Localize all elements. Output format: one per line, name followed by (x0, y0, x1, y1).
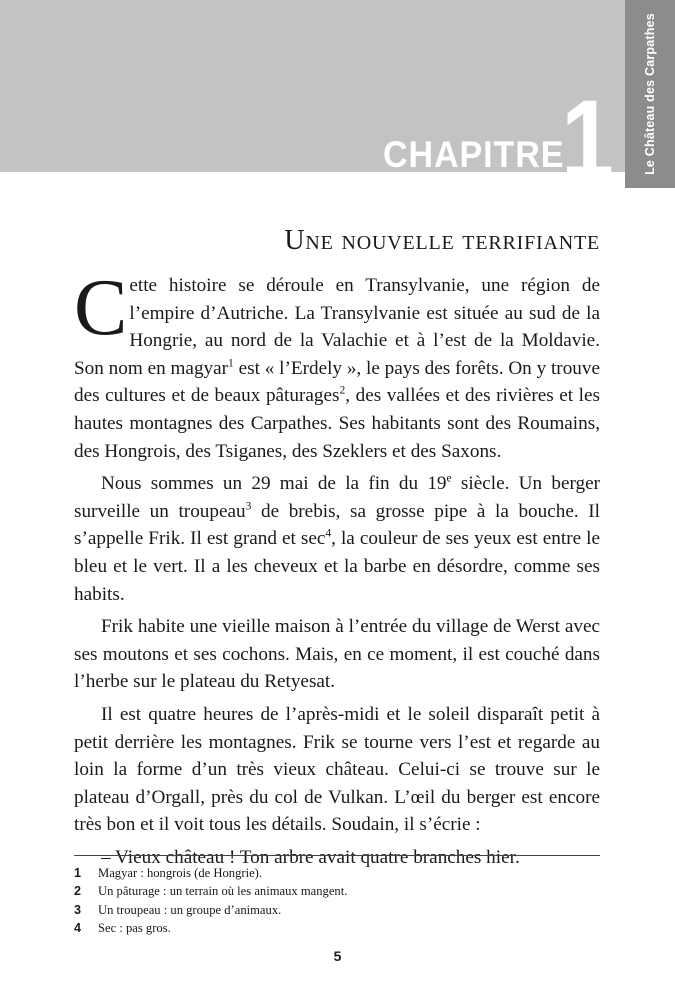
chapter-body (74, 264, 601, 876)
footnote-number: 4 (74, 920, 82, 935)
chapter-number: 1 (561, 77, 614, 202)
drop-cap: C (74, 264, 128, 352)
footnote-number: 3 (74, 902, 82, 917)
century-superscript: e (446, 472, 452, 485)
footnote-item (74, 901, 600, 919)
footnote-ref-1: 1 (228, 357, 234, 370)
footnote-number: 1 (74, 866, 82, 880)
chapter-title: Une nouvelle terrifiante (284, 225, 600, 256)
footnote-text: Magyar : hongrois (de Hongrie). (98, 866, 263, 880)
paragraph-2-text-a: Nous sommes un 29 mai de la fin du 19 (101, 473, 447, 495)
paragraph-1-text-b: est « l’Erdely », le pays des forêts. On y trouve des cultures et de beaux pâturages (74, 357, 600, 407)
footnote-text: Un troupeau : un groupe d’animaux. (98, 902, 282, 917)
footnote-text: Sec : pas gros. (98, 920, 171, 935)
chapter-label: CHAPITRE (383, 134, 565, 175)
paragraph-1-text-a: ette histoire se déroule en Transylvanie, une région de l’empire d’Autriche. La Transylvanie est située au sud de la Hongrie, au nord de la Valachie et à l’est de la Moldavie. Son nom en magyar (74, 275, 600, 379)
paragraph-2-text-c: de brebis, sa grosse pipe à la bouche. Il s’appelle Frik. Il est grand et sec (74, 500, 600, 550)
footnote-ref-4: 4 (325, 527, 332, 540)
footnote-text: Un pâturage : un terrain où les animaux mangent. (98, 884, 348, 899)
paragraph-1 (74, 264, 600, 465)
footnote-ref-3: 3 (245, 500, 252, 513)
footnotes (74, 864, 600, 937)
footnote-item (74, 919, 600, 937)
book-title-tab: Le Château des Carpathes (643, 13, 657, 175)
paragraph-1-text-c: , des vallées et des rivières et les hautes montagnes des Carpathes. Ses habitants sont des Roumains, des Hongrois, des Tsiganes, des Szeklers et des Saxons. (74, 385, 600, 462)
footnote-item (74, 864, 600, 882)
footnote-item (74, 882, 600, 900)
page-number: 5 (333, 948, 342, 964)
paragraph-2 (74, 470, 600, 608)
footnote-divider (74, 855, 600, 856)
paragraph-5: – Vieux château ! Ton arbre avait quatre branches hier. (101, 846, 520, 868)
paragraph-3: Frik habite une vieille maison à l’entrée du village de Werst avec ses moutons et ses cochons. Mais, en ce moment, il est couché dans l’herbe sur le plateau du Retyesat. (74, 616, 600, 693)
paragraph-4: Il est quatre heures de l’après-midi et le soleil disparaît petit à petit derrière les montagnes. Frik se tourne vers l’est et regarde au loin la forme d’un très vieux château. Celui-ci se trouve sur le plateau d’Orgall, près du col de Vulkan. L’œil du berger est encore très bon et il voit tous les détails. Soudain, il s’écrie : (74, 703, 600, 836)
paragraph-2-text-d: , la couleur de ses yeux est entre le bleu et le vert. Il a les cheveux et la barbe en désordre, comme ses habits. (74, 528, 601, 605)
footnote-number: 2 (74, 884, 82, 899)
footnote-ref-2: 2 (339, 384, 346, 397)
paragraph-2-text-b: siècle. Un berger surveille un troupeau (74, 473, 601, 522)
